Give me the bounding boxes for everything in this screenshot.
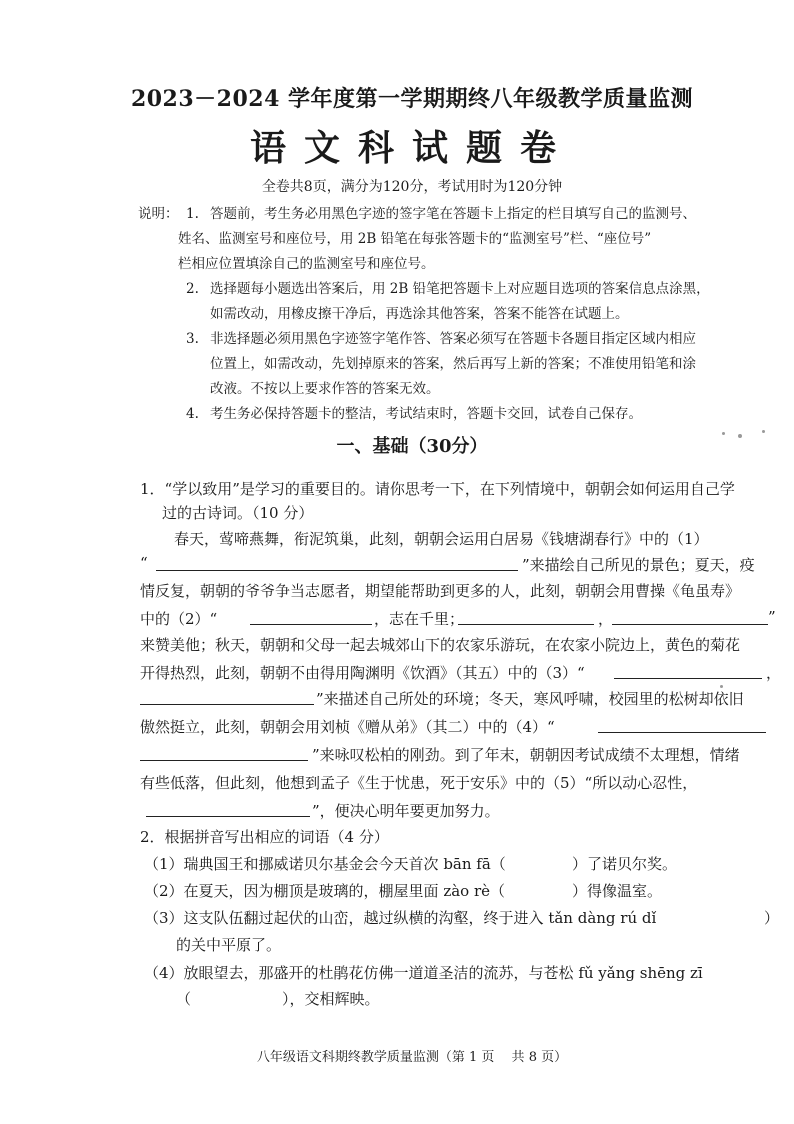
scan-speck xyxy=(720,685,723,688)
q1-text-line-10: 有些低落，但此刻，他想到孟子《生于忧患，死于安乐》中的（5）“所以动心忍性， xyxy=(140,774,698,792)
q1-text-line-4d: ” xyxy=(768,608,776,626)
q1-text-line-7: ”来描述自己所处的环境；冬天，寒风呼啸，校园里的松树却依旧 xyxy=(316,690,744,708)
q1-answer-blank-5[interactable] xyxy=(146,802,310,817)
instruction-3-num: 3. xyxy=(186,331,199,347)
q2-item-2-text: （2）在夏天，因为棚顶是玻璃的，棚屋里面 zào rè（ xyxy=(144,882,506,900)
q1-text-line-1: 春天，莺啼燕舞，衔泥筑巢，此刻，朝朝会运用白居易《钱塘湖春行》中的（1） xyxy=(174,530,709,548)
q1-answer-blank-2a[interactable] xyxy=(250,610,372,625)
q2-item-3-line-2: 的关中平原了。 xyxy=(176,936,282,954)
q1-answer-blank-3b[interactable] xyxy=(140,690,314,705)
q2-item-3-end: ） xyxy=(764,909,780,927)
section-heading: 一、基础（30分） xyxy=(336,436,488,457)
q2-item-4-text: （4）放眼望去，那盛开的杜鹃花仿佛一道道圣洁的流苏，与苍松 fǔ yǎng shēng zī xyxy=(144,964,703,982)
q1-text-line-4c: ， xyxy=(598,610,614,628)
q2-title: 2．根据拼音写出相应的词语（4 分） xyxy=(140,828,389,846)
instruction-2-num: 2. xyxy=(186,281,199,297)
q1-text-line-8a: 傲然挺立，此刻，朝朝会用刘桢《赠从弟》（其二）中的（4）“ xyxy=(140,718,555,736)
q1-text-line-4a: 中的（2）“ xyxy=(140,610,218,628)
instruction-3-line-2: 位置上，如需改动，先划掉原来的答案，然后再写上新的答案；不准使用铅笔和涂 xyxy=(210,356,696,372)
q1-text-line-6b: ， xyxy=(766,664,782,682)
q1-prompt-line-1: 1．“学以致用”是学习的重要目的。请你思考一下，在下列情境中，朝朝会如何运用自己学 xyxy=(140,480,735,498)
q2-item-3-text: （3）这支队伍翻过起伏的山峦，越过纵横的沟壑，终于进入 tǎn dàng rú dǐ xyxy=(144,909,657,927)
q1-text-line-4b: ，志在千里； xyxy=(374,610,465,628)
subject-title: 语文科试题卷 xyxy=(249,127,574,169)
instruction-2-line-1: 选择题每小题选出答案后，用 2B 铅笔把答题卡上对应题目选项的答案信息点涂黑， xyxy=(210,281,710,297)
q1-answer-blank-4a[interactable] xyxy=(598,718,766,733)
q1-prompt-line-2: 过的古诗词。（10 分） xyxy=(162,504,314,522)
q1-answer-blank-1[interactable] xyxy=(156,556,518,571)
q1-text-line-2: ”来描绘自己所见的景色；夏天，疫 xyxy=(522,556,755,574)
instruction-1-line-3: 栏相应位置填涂自己的监测室号和座位号。 xyxy=(178,256,435,272)
q1-text-line-6a: 开得热烈，此刻，朝朝不由得用陶渊明《饮酒》（其五）中的（3）“ xyxy=(140,664,585,682)
instruction-4-num: 4. xyxy=(186,406,199,422)
q2-item-2-end: ）得像温室。 xyxy=(572,882,663,900)
scan-speck xyxy=(762,430,765,433)
instruction-2-line-2: 如需改动，用橡皮擦干净后，再选涂其他答案，答案不能答在试题上。 xyxy=(210,306,629,322)
instruction-1-num: 1. xyxy=(186,206,199,222)
instruction-3-line-3: 改液。不按以上要求作答的答案无效。 xyxy=(210,381,440,397)
exam-title: 2023－2024 学年度第一学期期终八年级教学质量监测 xyxy=(130,86,694,112)
q2-item-4-blank[interactable] xyxy=(194,990,280,1005)
q1-text-line-5: 来赞美他；秋天，朝朝和父母一起去城郊山下的农家乐游玩，在农家小院边上，黄色的菊花 xyxy=(140,636,741,654)
q2-item-2-blank[interactable] xyxy=(510,882,568,897)
instruction-1-line-2: 姓名、监测室号和座位号，用 2B 铅笔在每张答题卡的“监测室号”栏、“座位号” xyxy=(178,231,652,247)
instruction-3-line-1: 非选择题必须用黑色字迹签字笔作答、答案必须写在答题卡各题目指定区域内相应 xyxy=(210,331,696,347)
q1-answer-blank-2b[interactable] xyxy=(458,610,594,625)
q2-item-4-open: （ xyxy=(176,990,192,1008)
q1-text-line-9: ”来咏叹松柏的刚劲。到了年末，朝朝因考试成绩不太理想，情绪 xyxy=(312,746,740,764)
q2-item-1-text: （1）瑞典国王和挪威诺贝尔基金会今天首次 bān fā（ xyxy=(144,855,506,873)
q1-quote-open: “ xyxy=(140,554,148,572)
scan-speck xyxy=(738,434,742,438)
q1-answer-blank-3a[interactable] xyxy=(614,664,762,679)
q2-item-3-blank[interactable] xyxy=(676,909,762,924)
exam-info: 全卷共8页，满分为120分，考试用时为120分钟 xyxy=(261,179,563,195)
q2-item-4-end: ），交相辉映。 xyxy=(282,990,380,1008)
q1-text-line-11: ”，便决心明年要更加努力。 xyxy=(312,802,500,820)
instructions-label: 说明： xyxy=(138,206,179,222)
scan-speck xyxy=(722,432,725,435)
q2-item-1-blank[interactable] xyxy=(510,855,568,870)
q2-item-1-end: ）了诺贝尔奖。 xyxy=(572,855,678,873)
q1-answer-blank-4b[interactable] xyxy=(140,746,308,761)
q1-answer-blank-2c[interactable] xyxy=(612,610,768,625)
q1-text-line-3: 情反复，朝朝的爷爷争当志愿者，期望能帮助到更多的人，此刻，朝朝会用曹操《龟虽寿》 xyxy=(140,582,741,600)
instruction-4-line-1: 考生务必保持答题卡的整洁，考试结束时，答题卡交回，试卷自己保存。 xyxy=(210,406,642,422)
page-footer: 八年级语文科期终教学质量监测（第 1 页 共 8 页） xyxy=(256,1050,568,1065)
instruction-1-line-1: 答题前，考生务必用黑色字迹的签字笔在答题卡上指定的栏目填写自己的监测号、 xyxy=(210,206,696,222)
